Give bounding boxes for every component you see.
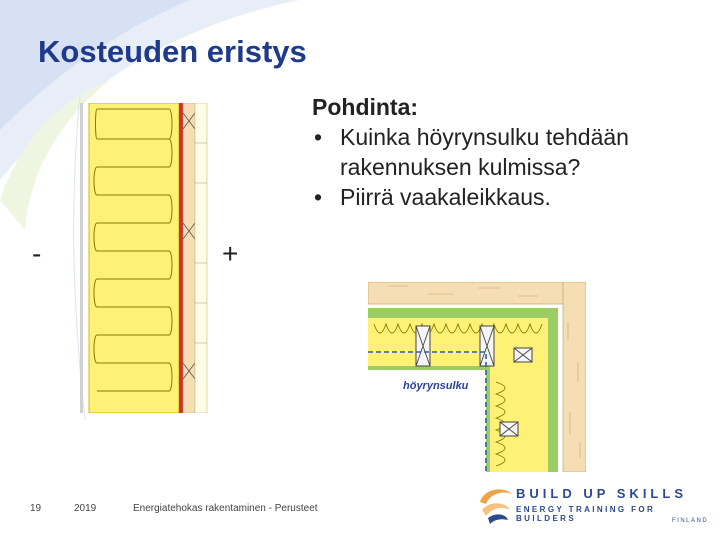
logo-country: FINLAND (672, 518, 709, 524)
outside-minus-sign: - (32, 238, 42, 269)
slide-title: Kosteuden eristys (38, 34, 307, 69)
vapour-barrier-label: höyrynsulku (403, 380, 469, 392)
discussion-heading: Pohdinta: (312, 94, 419, 120)
bullet-marker: • (314, 184, 323, 210)
logo-swirl-icon (476, 482, 516, 524)
discussion-text (312, 92, 712, 212)
corner-detail-diagram (368, 282, 586, 472)
footer-course-title: Energiatehokas rakentaminen - Perusteet (133, 503, 318, 514)
build-up-skills-logo (476, 480, 716, 532)
page-number: 19 (30, 503, 42, 514)
footer-year: 2019 (74, 503, 97, 514)
bullet-text: Piirrä vaakaleikkaus. (340, 184, 551, 210)
logo-tagline: ENERGY TRAINING FOR BUILDERS (516, 505, 656, 523)
wall-section-diagram (75, 103, 210, 413)
bullet-item (312, 122, 712, 182)
logo-wordmark: BUILD UP SKILLS (516, 486, 687, 501)
inside-plus-sign: + (222, 238, 239, 269)
bullet-item (312, 182, 712, 212)
bullet-text: Kuinka höyrynsulku tehdään rakennuksen kulmissa? (340, 124, 629, 180)
bullet-marker: • (314, 124, 323, 150)
